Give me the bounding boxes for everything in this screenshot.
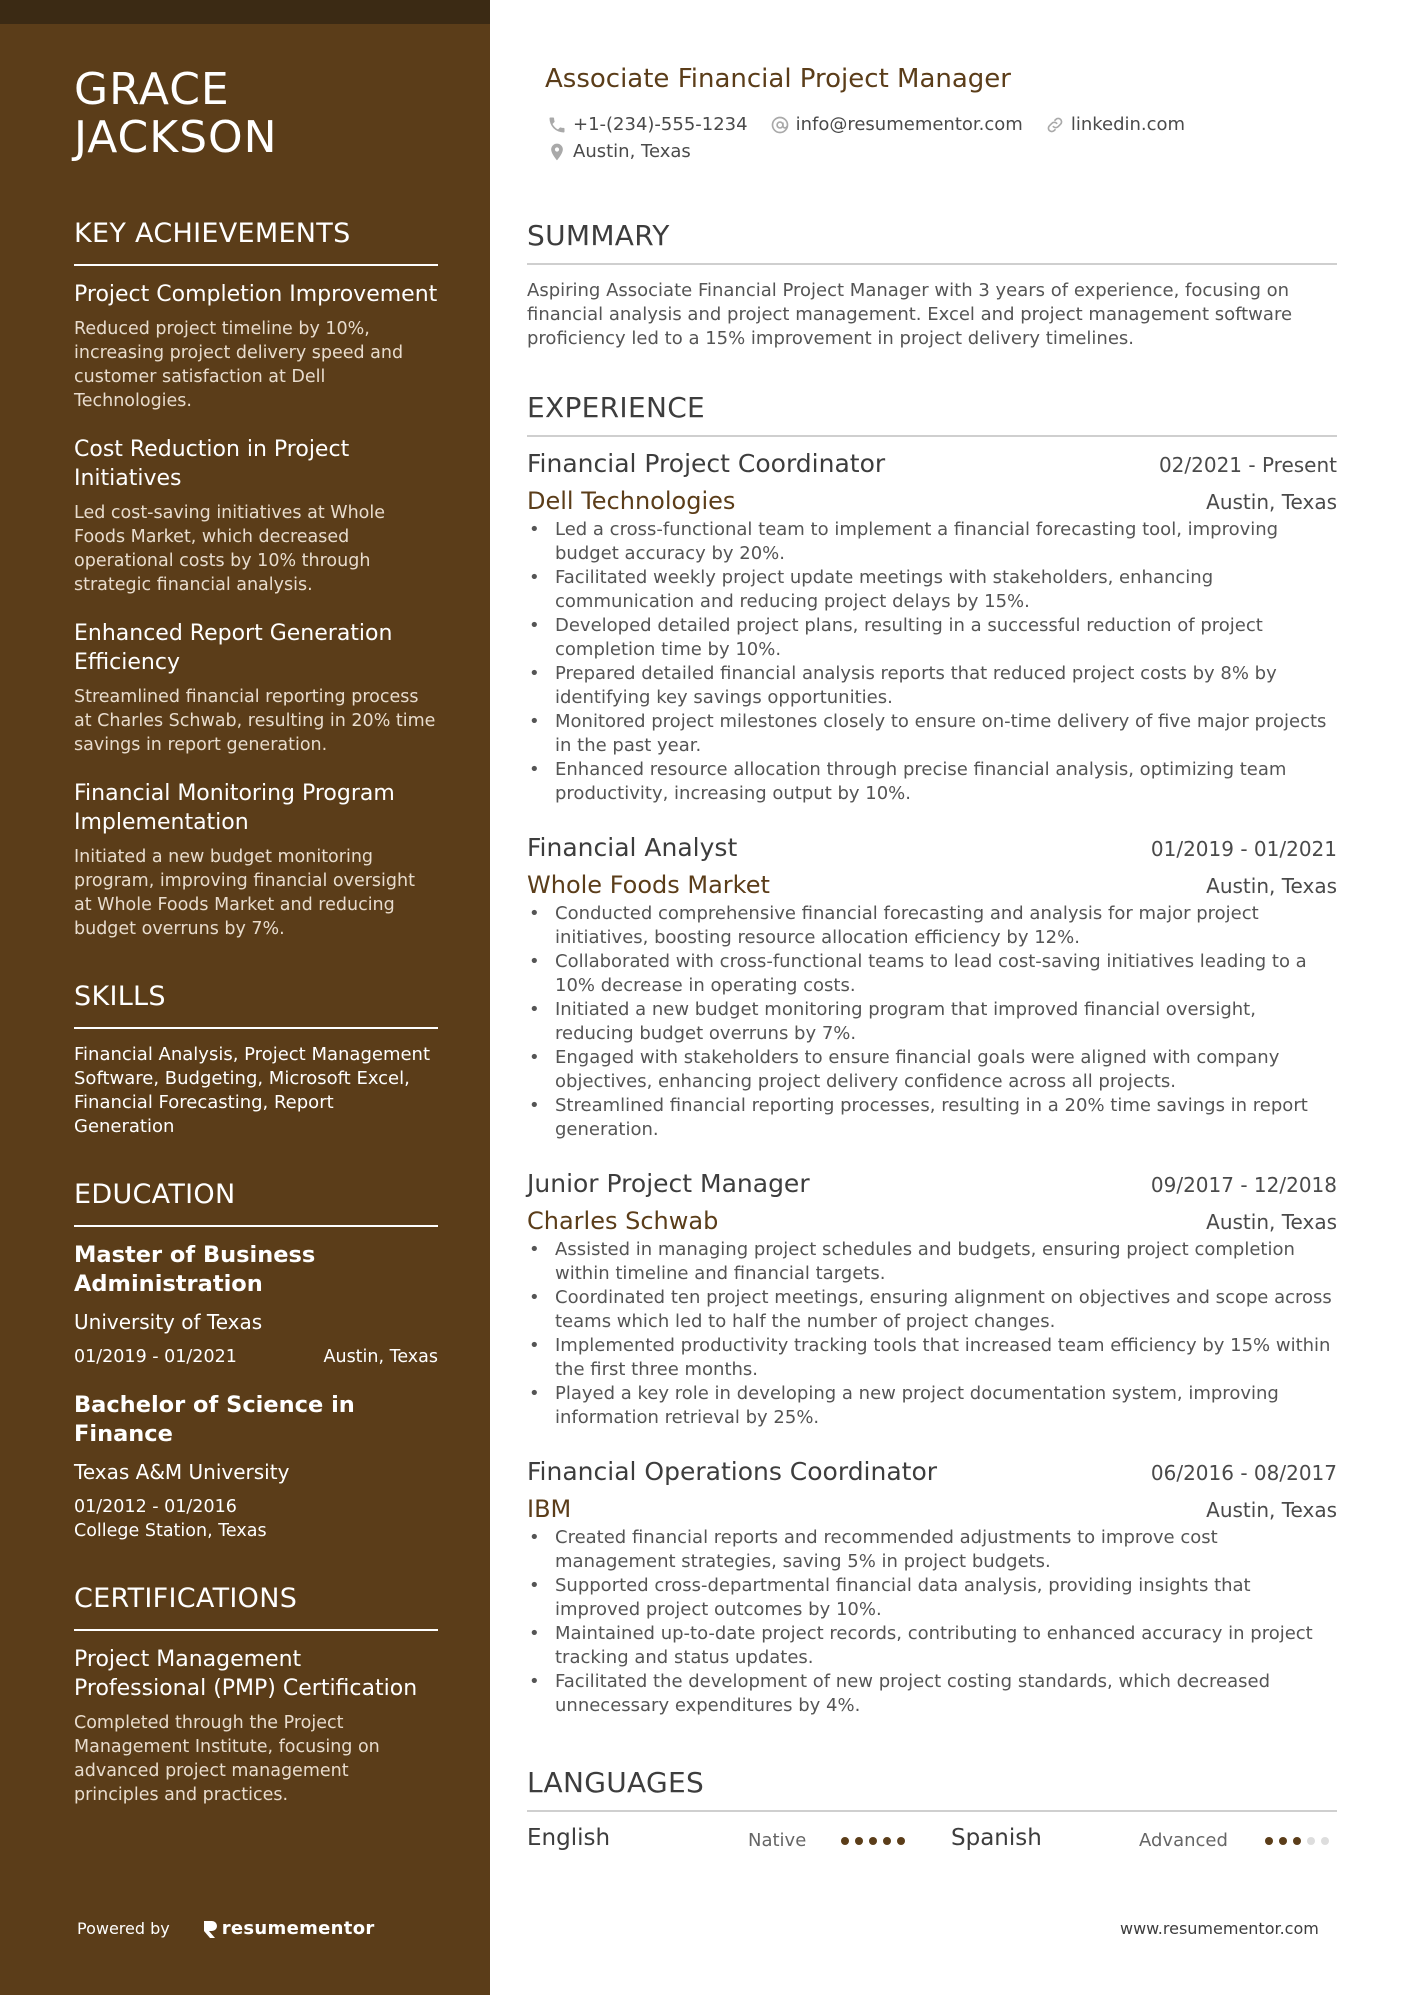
bullet: • Played a key role in developing a new project documentation system, improving information retrieval by 25%. (527, 1382, 1337, 1430)
certification-title: Project Management Professional (PMP) Certification (74, 1647, 418, 1701)
education-heading: EDUCATION (74, 1179, 438, 1227)
job-dates: 06/2016 - 08/2017 (1150, 1461, 1337, 1485)
job-bullets (527, 1526, 1337, 1718)
contact-linkedin[interactable] (1045, 114, 1185, 135)
education-meta (74, 1345, 438, 1369)
rating-dot-filled (883, 1837, 891, 1845)
link-icon (1045, 115, 1065, 135)
achievement-item (74, 435, 438, 597)
experience-item (527, 1168, 1337, 1430)
achievement-desc: Streamlined financial reporting process at Charles Schwab, resulting in 20% time savings in report generation. (74, 687, 436, 755)
achievement-item (74, 619, 438, 757)
achievement-title: Enhanced Report Generation Efficiency (74, 621, 393, 675)
bullet: • Developed detailed project plans, resulting in a successful reduction of project completion time by 10%. (527, 614, 1337, 662)
contact-phone[interactable] (547, 114, 748, 135)
phone-text: +1-(234)-555-1234 (573, 114, 748, 135)
rating-dot-filled (1293, 1837, 1301, 1845)
job-role: Financial Project Coordinator (527, 449, 886, 478)
bullet: • Led a cross-functional team to implement a financial forecasting tool, improving budget accuracy by 20%. (527, 518, 1337, 566)
summary-text: Aspiring Associate Financial Project Manager with 3 years of experience, focusing on financial analysis and project management. Excel and project management software proficiency led to a 15% improvement in project delivery timelines. (527, 280, 1293, 349)
job-location: Austin, Texas (1206, 874, 1337, 898)
contact-location (547, 141, 713, 162)
language-name: Spanish (951, 1825, 1042, 1851)
rating-dot-filled (1265, 1837, 1273, 1845)
rating-dot-filled (841, 1837, 849, 1845)
headline: Associate Financial Project Manager (545, 64, 1011, 94)
brand-logo[interactable] (202, 1918, 375, 1939)
achievement-desc: Led cost-saving initiatives at Whole Foods Market, which decreased operational costs by 10% through strategic financial analysis. (74, 503, 385, 595)
achievement-title: Financial Monitoring Program Implementation (74, 781, 395, 835)
brand-name: resumementor (221, 1918, 375, 1939)
summary-heading: SUMMARY (527, 219, 1337, 265)
powered-by (77, 1918, 375, 1939)
education-location: Austin, Texas (323, 1347, 438, 1367)
skills-list: Financial Analysis, Project Management Software, Budgeting, Microsoft Excel, Financial Forecasting, Report Generation (74, 1044, 431, 1137)
education-item (74, 1391, 438, 1543)
bullet: • Conducted comprehensive financial forecasting and analysis for major project initiatives, boosting resource allocation efficiency by 12%. (527, 902, 1337, 950)
certifications-heading: CERTIFICATIONS (74, 1583, 438, 1631)
bullet: • Prepared detailed financial analysis reports that reduced project costs by 8% by identifying key savings opportunities. (527, 662, 1337, 710)
achievement-title: Project Completion Improvement (74, 282, 438, 307)
degree: Master of Business Administration (74, 1242, 316, 1297)
language-level: Native (748, 1830, 807, 1851)
resumementor-logo-icon (202, 1919, 218, 1939)
job-dates: 02/2021 - Present (1158, 453, 1337, 477)
experience-item (527, 832, 1337, 1142)
job-location: Austin, Texas (1206, 1498, 1337, 1522)
linkedin-text: linkedin.com (1070, 114, 1186, 135)
skills-heading: SKILLS (74, 981, 438, 1029)
company-name: Dell Technologies (527, 487, 736, 515)
languages-heading: LANGUAGES (527, 1766, 1337, 1812)
last-name: JACKSON (74, 112, 278, 163)
at-icon (770, 115, 790, 135)
rating-dot-filled (869, 1837, 877, 1845)
rating-dot-empty (1321, 1837, 1329, 1845)
bullet: • Created financial reports and recommended adjustments to improve cost management strategies, saving 5% in project budgets. (527, 1526, 1337, 1574)
contact-row (547, 114, 1207, 135)
achievement-desc: Initiated a new budget monitoring program, improving financial oversight at Whole Foods Market and reducing budget overruns by 7%. (74, 847, 415, 939)
rating-dot-empty (1307, 1837, 1315, 1845)
job-bullets (527, 518, 1337, 806)
language-rating (1265, 1837, 1335, 1845)
bullet: • Coordinated ten project meetings, ensuring alignment on objectives and scope across teams which led to half the number of project changes. (527, 1286, 1337, 1334)
bullet: • Enhanced resource allocation through precise financial analysis, optimizing team productivity, increasing output by 10%. (527, 758, 1337, 806)
rating-dot-filled (855, 1837, 863, 1845)
bullet: • Collaborated with cross-functional teams to lead cost-saving initiatives leading to a 10% decrease in operating costs. (527, 950, 1337, 998)
education-dates: 01/2019 - 01/2021 (74, 1347, 237, 1367)
company-name: Charles Schwab (527, 1207, 719, 1235)
location-pin-icon (547, 142, 567, 162)
bullet: • Supported cross-departmental financial data analysis, providing insights that improved project outcomes by 10%. (527, 1574, 1337, 1622)
education-item (74, 1241, 438, 1369)
company-name: IBM (527, 1495, 572, 1523)
job-role: Junior Project Manager (527, 1169, 810, 1198)
sidebar-top-bar (0, 0, 490, 24)
bullet: • Facilitated weekly project update meetings with stakeholders, enhancing communication and reducing project delays by 15%. (527, 566, 1337, 614)
bullet: • Monitored project milestones closely to ensure on-time delivery of five major projects in the past year. (527, 710, 1337, 758)
company-name: Whole Foods Market (527, 871, 770, 899)
contact-email[interactable] (770, 114, 1023, 135)
experience-item (527, 1456, 1337, 1718)
achievement-desc: Reduced project timeline by 10%, increasing project delivery speed and customer satisfaction at Dell Technologies. (74, 319, 404, 411)
language-name: English (527, 1825, 611, 1851)
job-location: Austin, Texas (1206, 490, 1337, 514)
job-dates: 01/2019 - 01/2021 (1150, 837, 1337, 861)
bullet: • Implemented productivity tracking tools that increased team efficiency by 15% within the first three months. (527, 1334, 1337, 1382)
email-text: info@resumementor.com (795, 114, 1023, 135)
achievement-item (74, 779, 438, 941)
job-role: Financial Analyst (527, 833, 738, 862)
bullet: • Engaged with stakeholders to ensure financial goals were aligned with company objectives, enhancing project delivery confidence across all projects. (527, 1046, 1337, 1094)
language-rating (841, 1837, 911, 1845)
phone-icon (547, 115, 567, 135)
job-dates: 09/2017 - 12/2018 (1150, 1173, 1337, 1197)
powered-by-label: Powered by (77, 1919, 170, 1938)
bullet: • Initiated a new budget monitoring program that improved financial oversight, reducing budget overruns by 7%. (527, 998, 1337, 1046)
achievement-item (74, 280, 438, 413)
bullet: • Assisted in managing project schedules and budgets, ensuring project completion within timeline and financial targets. (527, 1238, 1337, 1286)
first-name: GRACE (74, 64, 230, 115)
school: University of Texas (74, 1310, 263, 1334)
school: Texas A&M University (74, 1460, 290, 1484)
achievement-title: Cost Reduction in Project Initiatives (74, 437, 350, 491)
bullet: • Maintained up-to-date project records, contributing to enhanced accuracy in project tracking and status updates. (527, 1622, 1337, 1670)
rating-dot-filled (897, 1837, 905, 1845)
certification-desc: Completed through the Project Management Institute, focusing on advanced project management principles and practices. (74, 1713, 380, 1805)
language-level: Advanced (1139, 1830, 1228, 1851)
location (547, 141, 691, 162)
rating-dot-filled (1279, 1837, 1287, 1845)
job-bullets (527, 902, 1337, 1142)
bullet: • Streamlined financial reporting processes, resulting in a 20% time savings in report generation. (527, 1094, 1337, 1142)
job-location: Austin, Texas (1206, 1210, 1337, 1234)
job-bullets (527, 1238, 1337, 1430)
degree: Bachelor of Science in Finance (74, 1392, 355, 1447)
sidebar (0, 0, 490, 1995)
education-dates: 01/2012 - 01/2016 (74, 1497, 237, 1517)
candidate-name (74, 66, 438, 162)
location-text: Austin, Texas (573, 141, 691, 162)
education-location: College Station, Texas (74, 1521, 267, 1541)
job-role: Financial Operations Coordinator (527, 1457, 938, 1486)
bullet: • Facilitated the development of new project costing standards, which decreased unnecessary expenditures by 4%. (527, 1670, 1337, 1718)
experience-item (527, 448, 1337, 806)
footer-url[interactable]: www.resumementor.com (1120, 1919, 1319, 1938)
key-achievements-heading: KEY ACHIEVEMENTS (74, 218, 438, 266)
achievements-list (74, 280, 438, 941)
experience-heading: EXPERIENCE (527, 391, 1337, 437)
languages-row (527, 1823, 1337, 1857)
